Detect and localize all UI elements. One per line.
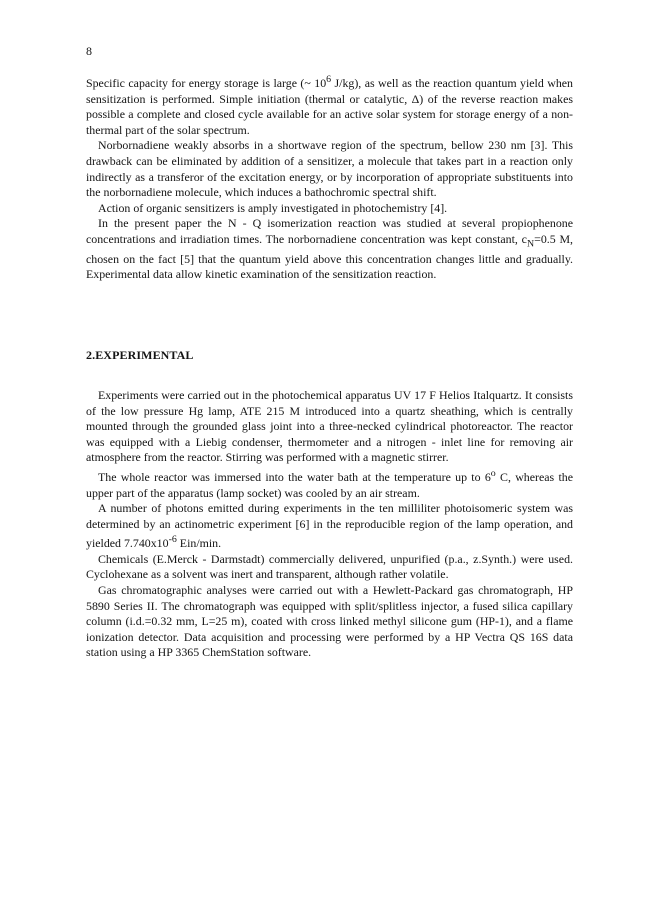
text-run: The whole reactor was immersed into the water bath at the temperature up to 6 — [98, 469, 491, 484]
section-heading-experimental: 2.EXPERIMENTAL — [86, 348, 194, 362]
text-run: J/kg), as well as the reaction quantum yield when sensitization is performed. Simple initiation (thermal or catalytic, Δ) of the reverse reaction makes possible a complete and closed cycle available for an active solar system for storage energy of a non-thermal part of the solar spectrum. — [86, 75, 573, 137]
text-run: Ein/min. — [176, 536, 222, 551]
experimental-text — [86, 388, 573, 661]
paragraph-chemicals: Chemicals (E.Merck - Darmstadt) commercially delivered, unpurified (p.a., z.Synth.) were used. Cyclohexane as a solvent was inert and transparent, although rather volatile. — [86, 551, 573, 582]
paragraph-organic-sensitizers: Action of organic sensitizers is amply investigated in photochemistry [4]. — [98, 200, 448, 215]
paragraph-present-paper — [86, 216, 573, 283]
paragraph-water-bath — [86, 466, 573, 501]
paragraph-norbornadiene-absorption: Norbornadiene weakly absorbs in a shortwave region of the spectrum, bellow 230 nm [3]. This drawback can be eliminated by addition of a sensitizer, a molecule that takes part in a reaction only indirectly as a transferor of the excitation energy, or by incorporation of appropriate substituents into the norbornadiene molecule, which induces a bathochromic spectral shift. — [86, 138, 573, 200]
text-run: Specific capacity for energy storage is large (~ 10 — [86, 75, 327, 90]
text-run: C, whereas the upper part of the apparatus (lamp socket) was cooled by an air stream. — [86, 469, 573, 500]
paragraph-gas-chromatography: Gas chromatographic analyses were carried out with a Hewlett-Packard gas chromatograph, HP 5890 Series II. The chromatograph was equipped with split/splitless injector, a fused silica capillary column (i.d.=0.32 mm, L=25 m), coated with cross linked methyl silicone gum (HP-1), and a flame ionization detector. Data acquisition and processing were performed by a HP Vectra QS 16S data station using a HP 3365 ChemStation software. — [86, 583, 573, 660]
superscript: 6 — [326, 74, 332, 85]
superscript: -6 — [168, 534, 177, 546]
paragraph-apparatus: Experiments were carried out in the photochemical apparatus UV 17 F Helios Italquartz. It consists of the low pressure Hg lamp, ATE 215 M introduced into a quartz sheathing, which is centrally mounted through the grounded glass joint into a three-necked cylindrical photoreactor. The reactor was equipped with a Liebig condenser, thermometer and a nitrogen - inlet line for removing air atmosphere from the reactor. Stirring was performed with a magnetic stirrer. — [86, 388, 573, 465]
text-run: =0.5 M, chosen on the fact [5] that the quantum yield above this concentration changes little and gradually. Experimental data allow kinetic examination of the sensitization reaction. — [86, 231, 573, 282]
paragraph-photon-count — [86, 501, 573, 552]
superscript: o — [490, 467, 496, 479]
text-run: A number of photons emitted during experiments in the ten milliliter photoisomeric system was determined by an actinometric experiment [6] in the reproducible region of the lamp operation, and yielded 7.740x10 — [86, 501, 573, 551]
introduction-text — [86, 72, 573, 283]
page-number: 8 — [86, 44, 92, 58]
paragraph-energy-storage — [86, 72, 573, 138]
text-run: In the present paper the N - Q isomerization reaction was studied at several propiophenone concentrations and irradiation times. The norbornadiene concentration was kept constant, c — [86, 216, 573, 246]
subscript: N — [526, 238, 535, 250]
